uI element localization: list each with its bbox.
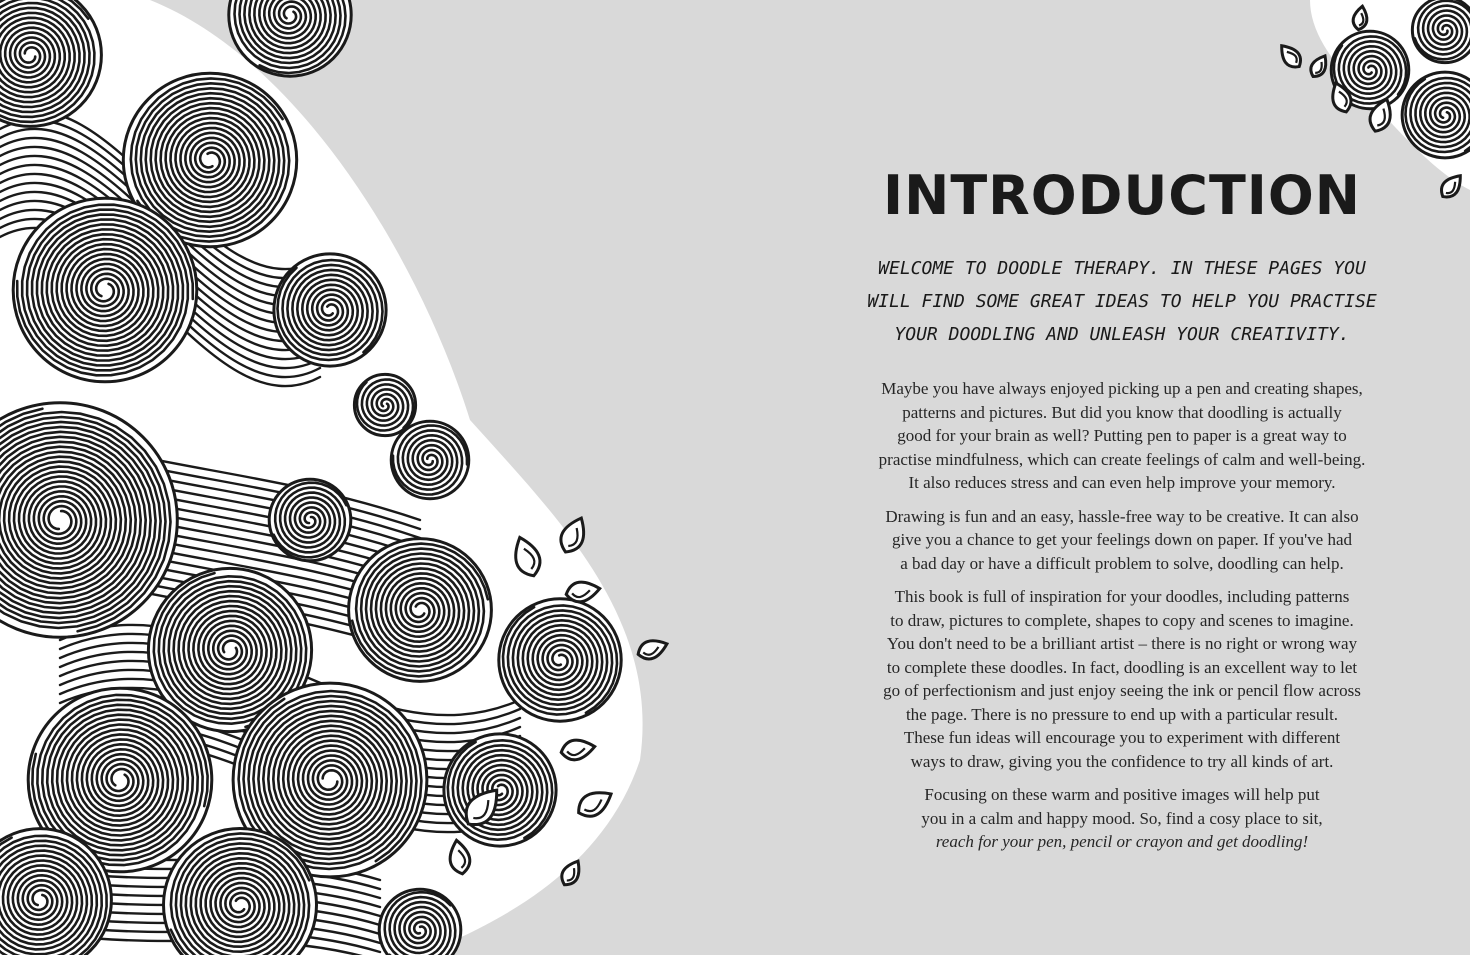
paragraph [846,377,1398,495]
line: practise mindfulness, which can create feelings of calm and well-being. [878,449,1366,469]
line: ways to draw, giving you the confidence to try all kinds of art. [910,751,1334,771]
introduction-text [846,150,1398,864]
lede [846,252,1398,351]
page-title: INTRODUCTION [883,164,1361,227]
line: It also reduces stress and can even help improve your memory. [908,473,1336,492]
line: You don't need to be a brilliant artist – there is no right or wrong way [886,634,1358,653]
line: you in a calm and happy mood. So, find a cosy place to sit, [921,808,1323,828]
paragraph [846,585,1398,773]
line: These fun ideas will encourage you to experiment with different [903,728,1341,747]
line: Focusing on these warm and positive images will help put [924,785,1320,804]
line: a bad day or have a difficult problem to solve, doodling can help. [900,553,1344,573]
lede-line: YOUR DOODLING AND UNLEASH YOUR CREATIVITY. [894,324,1350,345]
line: the page. There is no pressure to end up with a particular result. [905,704,1339,724]
line: go of perfectionism and just enjoy seeing the ink or pencil flow across [883,681,1361,700]
line: Drawing is fun and an easy, hassle-free way to be creative. It can also [885,506,1359,526]
line: to draw, pictures to complete, shapes to copy and scenes to imagine. [890,610,1354,630]
lede-line: WILL FIND SOME GREAT IDEAS TO HELP YOU PRACTISE [867,291,1377,312]
line: This book is full of inspiration for your doodles, including patterns [894,587,1350,606]
closing-line: reach for your pen, pencil or crayon and get doodling! [935,832,1309,851]
line: Maybe you have always enjoyed picking up a pen and creating shapes, [881,379,1363,398]
swirl-pattern-icon [0,0,690,955]
line: to complete these doodles. In fact, doodling is an excellent way to let [886,657,1358,677]
paragraph [846,783,1398,854]
line: give you a chance to get your feelings down on paper. If you've had [891,530,1353,549]
line: good for your brain as well? Putting pen to paper is a great way to [897,426,1347,445]
lede-line: WELCOME TO DOODLE THERAPY. IN THESE PAGES YOU [878,258,1366,279]
paragraph [846,505,1398,576]
line: patterns and pictures. But did you know that doodling is actually [902,402,1342,422]
